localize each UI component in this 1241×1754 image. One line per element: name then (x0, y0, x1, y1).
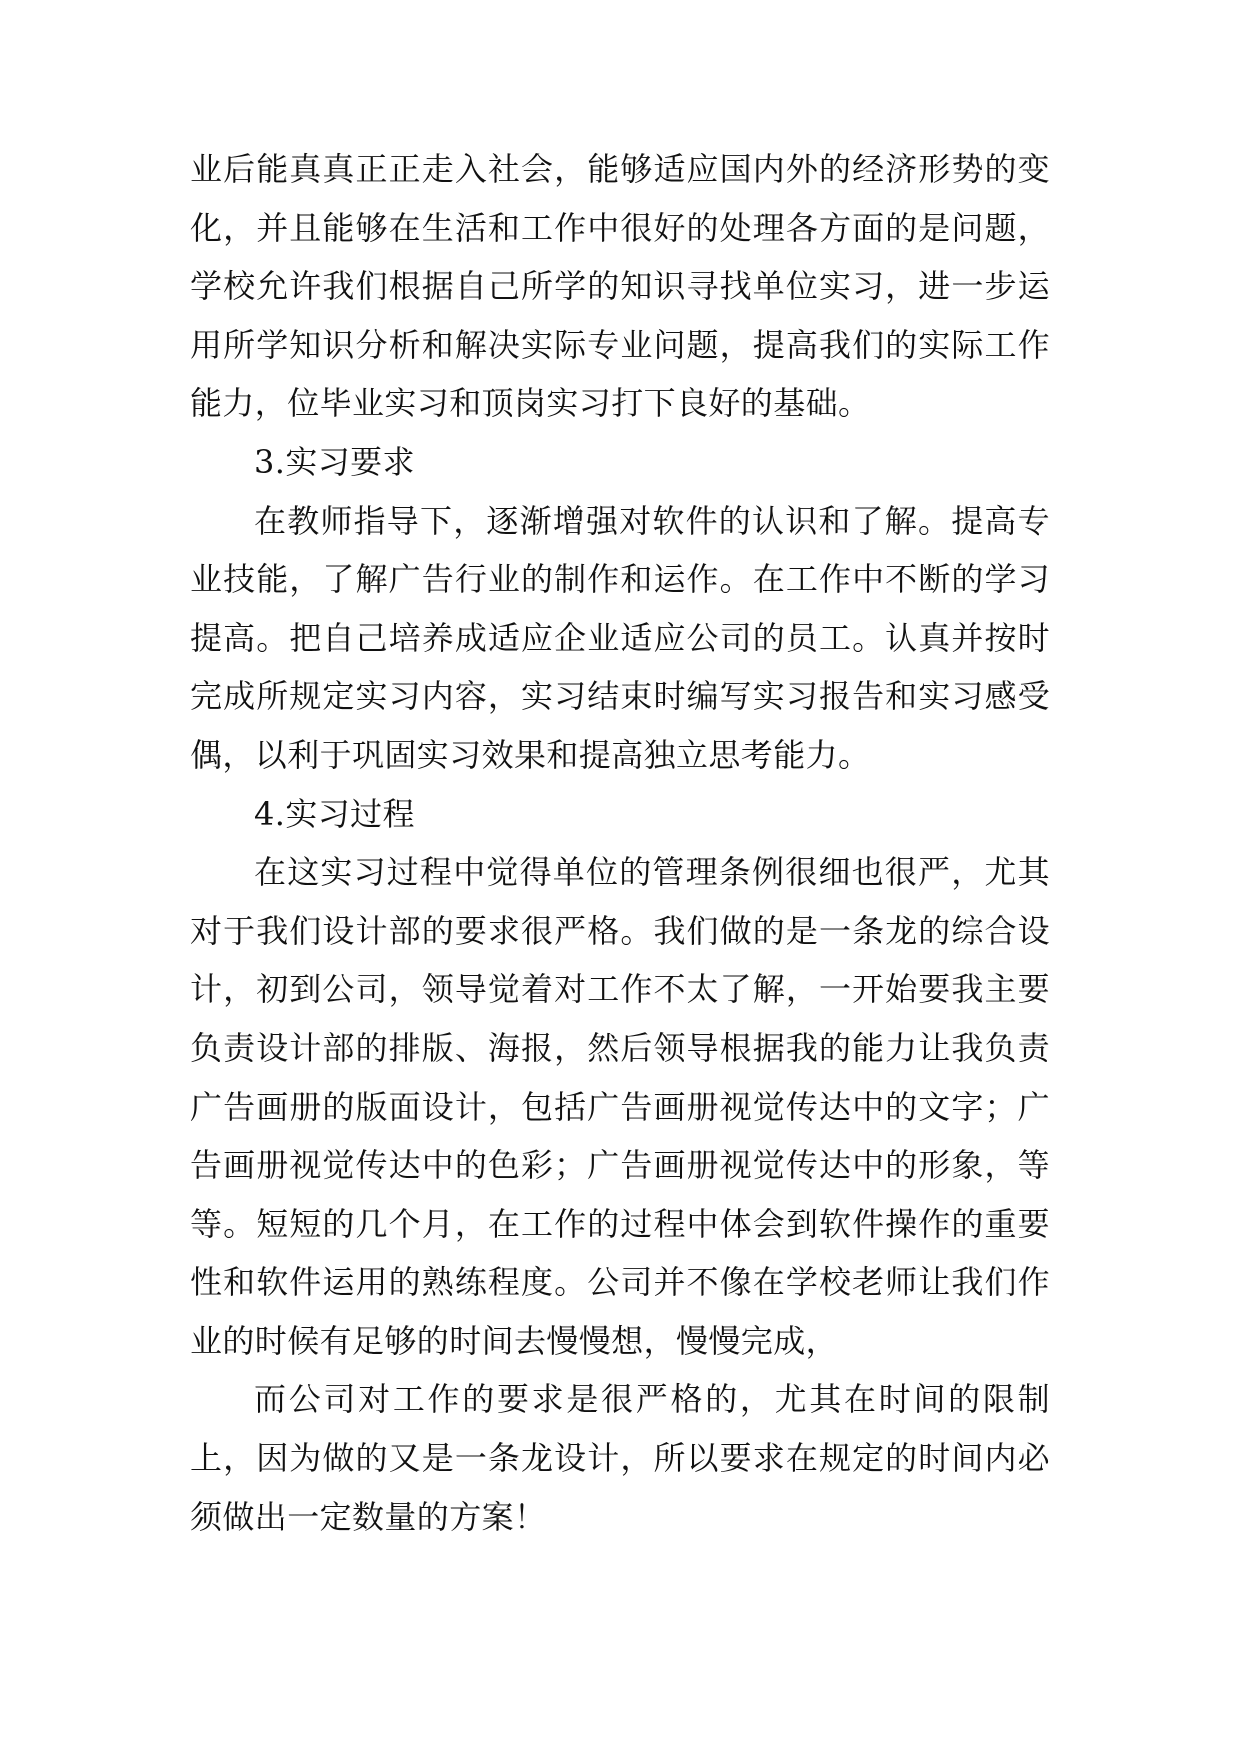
document-body (190, 140, 1050, 1546)
paragraph-requirements: 在教师指导下，逐渐增强对软件的认识和了解。提高专业技能，了解广告行业的制作和运作。在工作中不断的学习提高。把自己培养成适应企业适应公司的员工。认真并按时完成所规定实习内容，实习结束时编写实习报告和实习感受偶，以利于巩固实习效果和提高独立思考能力。 (190, 501, 1050, 774)
section-heading-process: 4.实习过程 (254, 794, 415, 833)
paragraph-intro-continuation: 业后能真真正正走入社会，能够适应国内外的经济形势的变化，并且能够在生活和工作中很好的处理各方面的是问题，学校允许我们根据自己所学的知识寻找单位实习，进一步运用所学知识分析和解决实际专业问题，提高我们的实际工作能力，位毕业实习和顶岗实习打下良好的基础。 (190, 150, 1050, 423)
paragraph-process: 在这实习过程中觉得单位的管理条例很细也很严，尤其对于我们设计部的要求很严格。我们做的是一条龙的综合设计，初到公司，领导觉着对工作不太了解，一开始要我主要负责设计部的排版、海报，然后领导根据我的能力让我负责广告画册的版面设计，包括广告画册视觉传达中的文字；广告画册视觉传达中的色彩；广告画册视觉传达中的形象，等等。短短的几个月，在工作的过程中体会到软件操作的重要性和软件运用的熟练程度。公司并不像在学校老师让我们作业的时候有足够的时间去慢慢想，慢慢完成， (190, 853, 1050, 1360)
section-heading-requirements: 3.实习要求 (254, 442, 415, 481)
paragraph-company-demands: 而公司对工作的要求是很严格的，尤其在时间的限制上，因为做的又是一条龙设计，所以要求在规定的时间内必须做出一定数量的方案！ (190, 1380, 1050, 1536)
